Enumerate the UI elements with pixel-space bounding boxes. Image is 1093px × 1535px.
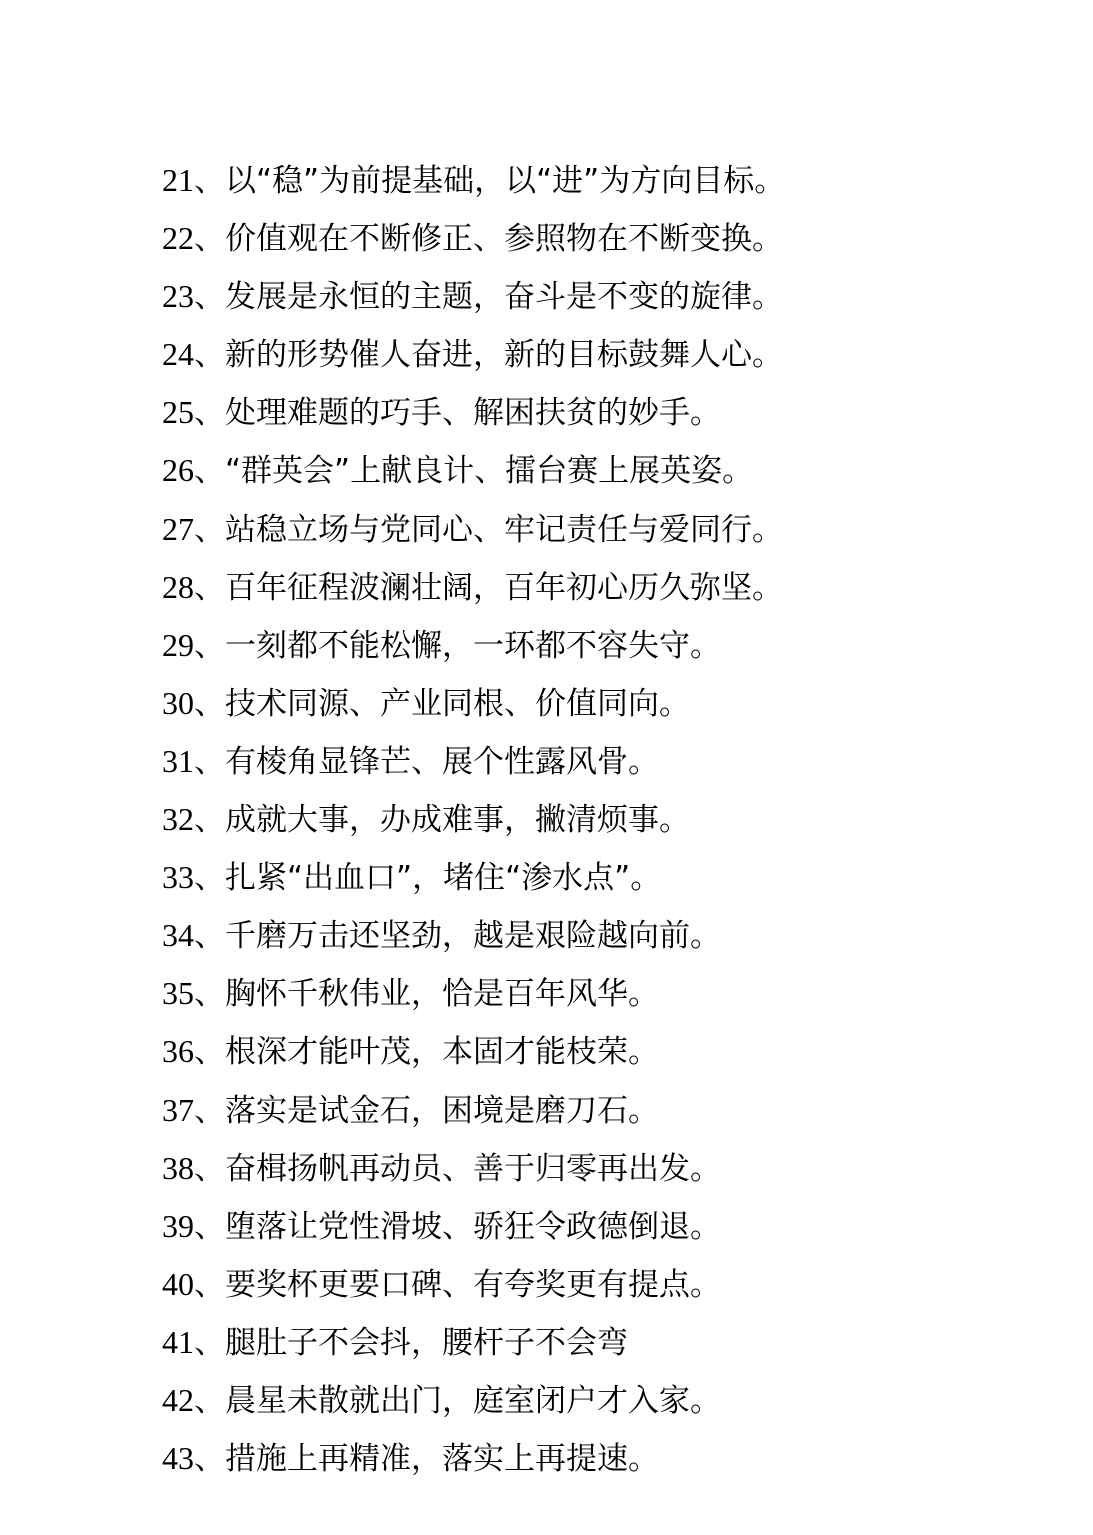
item-number: 26 [162,452,194,489]
list-item [162,1255,785,1313]
item-number: 43 [162,1440,194,1477]
item-number: 29 [162,626,194,663]
list-item [162,325,785,383]
list-item [162,616,785,674]
item-text: 、发展是永恒的主题，奋斗是不变的旋律。 [194,279,783,316]
item-number: 34 [162,917,194,954]
item-text: 、晨星未散就出门，庭室闭户才入家。 [194,1382,721,1419]
item-text: 、以“稳”为前提基础，以“进”为方向目标。 [194,163,786,199]
item-number: 36 [162,1033,194,1070]
item-text: 、措施上再精准，落实上再提速。 [194,1441,659,1478]
item-text: 、一刻都不能松懈，一环都不容失守。 [194,627,721,664]
list-item [162,1081,785,1139]
item-text: 、千磨万击还坚劲，越是艰险越向前。 [194,918,721,955]
item-number: 24 [162,336,194,373]
item-text: 、百年征程波澜壮阔，百年初心历久弥坚。 [194,569,783,606]
item-text: 、技术同源、产业同根、价值同向。 [194,685,690,722]
item-text: 、根深才能叶茂，本固才能枝荣。 [194,1034,659,1071]
item-number: 30 [162,684,194,721]
item-number: 25 [162,394,194,431]
list-item [162,500,785,558]
slogan-list [162,151,785,1487]
list-item [162,848,785,906]
item-number: 23 [162,278,194,315]
item-number: 41 [162,1323,194,1360]
item-number: 21 [162,162,194,198]
item-text: 、价值观在不断修正、参照物在不断变换。 [194,221,783,258]
item-number: 32 [162,801,194,838]
item-number: 31 [162,742,194,779]
item-text: 、胸怀千秋伟业，恰是百年风华。 [194,976,659,1013]
list-item [162,732,785,790]
item-number: 33 [162,859,194,896]
list-item [162,906,785,964]
item-text: 、成就大事，办成难事，撇清烦事。 [194,802,690,839]
item-number: 40 [162,1265,194,1302]
item-number: 22 [162,220,194,257]
list-item [162,151,785,209]
list-item [162,267,785,325]
item-number: 37 [162,1091,194,1128]
list-item [162,1139,785,1197]
list-item [162,674,785,732]
list-item [162,558,785,616]
list-item [162,1371,785,1429]
item-text: 、处理难题的巧手、解困扶贫的妙手。 [194,395,721,432]
item-text: 、要奖杯更要口碑、有夸奖更有提点。 [194,1266,721,1303]
list-item [162,441,785,499]
item-text: 、奋楫扬帆再动员、善于归零再出发。 [194,1150,721,1187]
item-text: 、站稳立场与党同心、牢记责任与爱同行。 [194,511,783,548]
item-number: 42 [162,1381,194,1418]
item-number: 28 [162,568,194,605]
item-text: 、堕落让党性滑坡、骄狂令政德倒退。 [194,1208,721,1245]
item-text: 、“群英会”上献良计、擂台赛上展英姿。 [194,453,754,490]
list-item [162,1429,785,1487]
item-text: 、新的形势催人奋进，新的目标鼓舞人心。 [194,337,783,374]
item-text: 、有棱角显锋芒、展个性露风骨。 [194,743,659,780]
item-number: 39 [162,1207,194,1244]
item-number: 35 [162,975,194,1012]
list-item [162,383,785,441]
item-number: 27 [162,510,194,547]
list-item [162,790,785,848]
list-item [162,1022,785,1080]
item-text: 、扎紧“出血口”，堵住“渗水点”。 [194,860,662,897]
item-text: 、落实是试金石，困境是磨刀石。 [194,1092,659,1129]
list-item [162,1197,785,1255]
item-text: 、腿肚子不会抖，腰杆子不会弯 [194,1324,628,1361]
item-number: 38 [162,1149,194,1186]
list-item [162,209,785,267]
list-item [162,964,785,1022]
list-item [162,1313,785,1371]
